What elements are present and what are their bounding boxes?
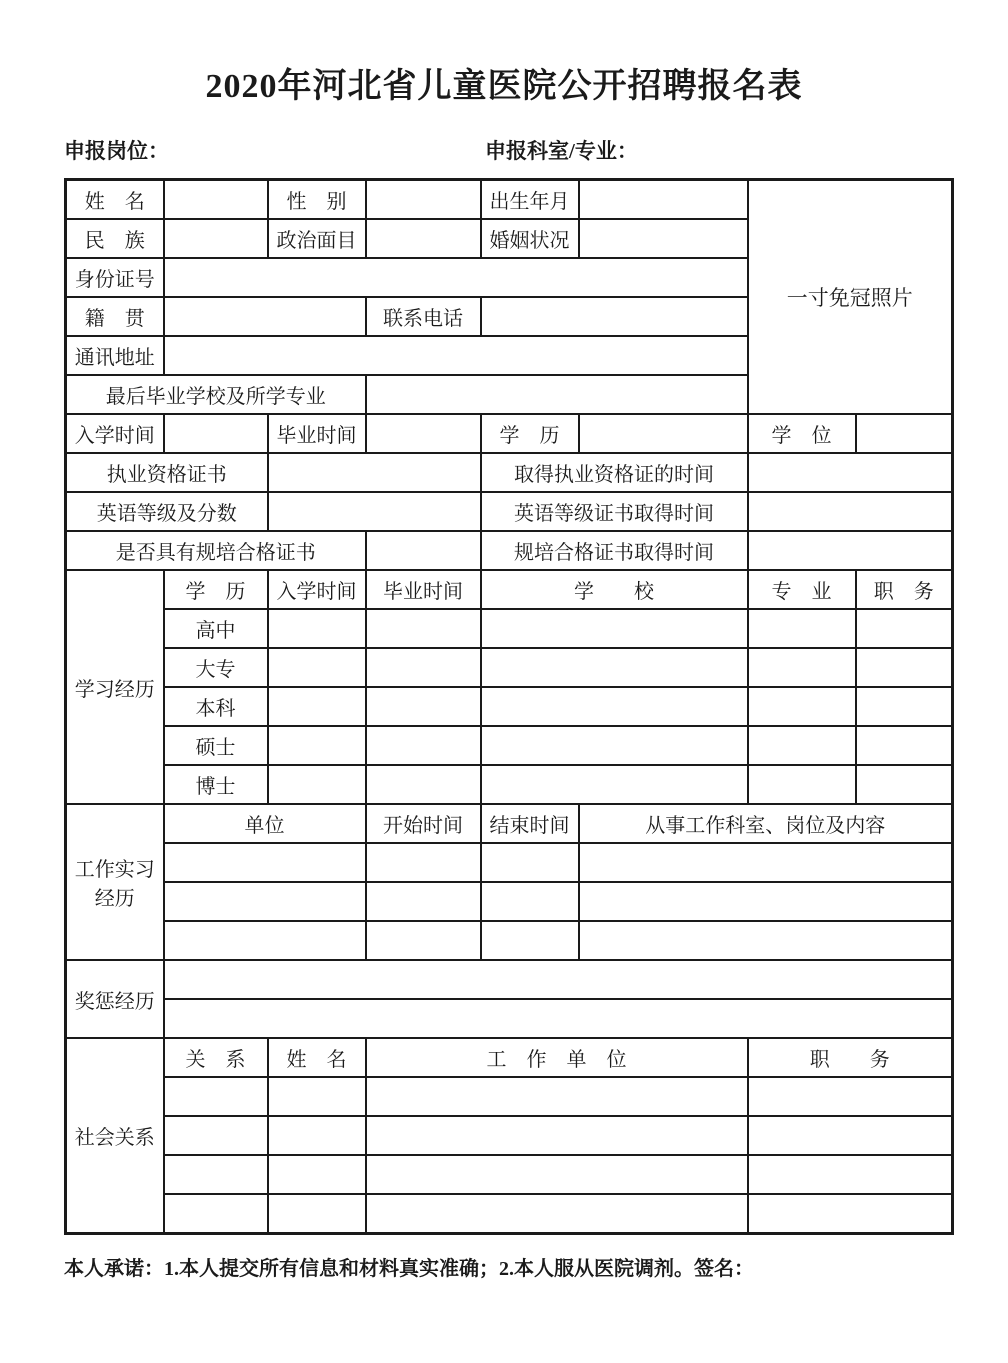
label-level-master: 硕士 bbox=[164, 726, 268, 765]
social-input-cell[interactable] bbox=[366, 1194, 748, 1234]
section-label-social-relations: 社会关系 bbox=[66, 1038, 164, 1234]
social-input-cell[interactable] bbox=[748, 1116, 953, 1155]
label-mailing-address: 通讯地址 bbox=[66, 336, 164, 375]
social-input-cell[interactable] bbox=[268, 1194, 366, 1234]
section-label-rewards: 奖惩经历 bbox=[66, 960, 164, 1038]
edu-input-cell[interactable] bbox=[268, 609, 366, 648]
edu-header-school: 学 校 bbox=[481, 570, 748, 609]
education-row-doctor bbox=[66, 765, 953, 804]
marital-status-input-cell[interactable] bbox=[579, 219, 748, 258]
work-input-cell[interactable] bbox=[164, 921, 366, 960]
edu-input-cell[interactable] bbox=[748, 609, 856, 648]
english-cert-time-input-cell[interactable] bbox=[748, 492, 953, 531]
work-input-cell[interactable] bbox=[579, 882, 953, 921]
edu-header-position: 职 务 bbox=[856, 570, 953, 609]
label-english-level-score: 英语等级及分数 bbox=[66, 492, 268, 531]
row-practice-cert bbox=[66, 453, 953, 492]
label-level-highschool: 高中 bbox=[164, 609, 268, 648]
label-last-school-major: 最后毕业学校及所学专业 bbox=[66, 375, 366, 414]
social-input-cell[interactable] bbox=[748, 1155, 953, 1194]
header-fields bbox=[64, 135, 1008, 165]
edu-input-cell[interactable] bbox=[856, 765, 953, 804]
social-row bbox=[66, 1194, 953, 1234]
id-number-input-cell[interactable] bbox=[164, 258, 748, 297]
work-input-cell[interactable] bbox=[481, 843, 579, 882]
section-label-work-history bbox=[66, 804, 164, 960]
edu-input-cell[interactable] bbox=[268, 648, 366, 687]
edu-input-cell[interactable] bbox=[481, 765, 748, 804]
edu-header-level: 学 历 bbox=[164, 570, 268, 609]
label-birth-date: 出生年月 bbox=[481, 180, 579, 220]
work-history-label-line1: 工作实习 bbox=[74, 859, 155, 881]
edu-input-cell[interactable] bbox=[481, 687, 748, 726]
label-political-status: 政治面目 bbox=[268, 219, 366, 258]
work-input-cell[interactable] bbox=[366, 843, 481, 882]
photo-placeholder: 一寸免冠照片 bbox=[748, 180, 953, 415]
edu-input-cell[interactable] bbox=[366, 609, 481, 648]
work-row bbox=[66, 843, 953, 882]
field-position-label: 申报岗位： bbox=[64, 139, 169, 163]
social-row bbox=[66, 1155, 953, 1194]
rewards-input-cell[interactable] bbox=[164, 960, 953, 999]
row-name-gender-birth bbox=[66, 180, 953, 220]
edu-header-graduate-time: 毕业时间 bbox=[366, 570, 481, 609]
edu-input-cell[interactable] bbox=[856, 687, 953, 726]
label-enroll-time: 入学时间 bbox=[66, 414, 164, 453]
education-row-highschool bbox=[66, 609, 953, 648]
label-name: 姓 名 bbox=[66, 180, 164, 220]
edu-input-cell[interactable] bbox=[856, 726, 953, 765]
social-header-work-unit: 工 作 单 位 bbox=[366, 1038, 748, 1077]
social-input-cell[interactable] bbox=[366, 1155, 748, 1194]
work-history-header-row bbox=[66, 804, 953, 843]
phone-input-cell[interactable] bbox=[481, 297, 748, 336]
edu-input-cell[interactable] bbox=[481, 609, 748, 648]
edu-input-cell[interactable] bbox=[481, 726, 748, 765]
edu-input-cell[interactable] bbox=[856, 648, 953, 687]
label-degree: 学 位 bbox=[748, 414, 856, 453]
label-level-bachelor: 本科 bbox=[164, 687, 268, 726]
row-training-cert bbox=[66, 531, 953, 570]
work-input-cell[interactable] bbox=[481, 882, 579, 921]
field-department-label: 申报科室/专业： bbox=[485, 139, 638, 163]
edu-input-cell[interactable] bbox=[268, 687, 366, 726]
edu-input-cell[interactable] bbox=[268, 765, 366, 804]
edu-input-cell[interactable] bbox=[748, 648, 856, 687]
education-history-header-row bbox=[66, 570, 953, 609]
social-input-cell[interactable] bbox=[164, 1155, 268, 1194]
label-phone: 联系电话 bbox=[366, 297, 481, 336]
social-input-cell[interactable] bbox=[366, 1077, 748, 1116]
native-place-input-cell[interactable] bbox=[164, 297, 366, 336]
work-history-label-line2: 经历 bbox=[94, 888, 135, 910]
work-row bbox=[66, 921, 953, 960]
practice-cert-input-cell[interactable] bbox=[268, 453, 481, 492]
practice-cert-time-input-cell[interactable] bbox=[748, 453, 953, 492]
last-school-major-input-cell[interactable] bbox=[366, 375, 748, 414]
row-english-level bbox=[66, 492, 953, 531]
label-level-doctor: 博士 bbox=[164, 765, 268, 804]
work-input-cell[interactable] bbox=[164, 843, 366, 882]
edu-header-major: 专 业 bbox=[748, 570, 856, 609]
work-input-cell[interactable] bbox=[579, 843, 953, 882]
social-input-cell[interactable] bbox=[164, 1194, 268, 1234]
page-title: 2020年河北省儿童医院公开招聘报名表 bbox=[205, 68, 803, 105]
label-english-cert-time: 英语等级证书取得时间 bbox=[481, 492, 748, 531]
social-input-cell[interactable] bbox=[748, 1194, 953, 1234]
work-input-cell[interactable] bbox=[164, 882, 366, 921]
edu-input-cell[interactable] bbox=[856, 609, 953, 648]
edu-input-cell[interactable] bbox=[481, 648, 748, 687]
label-level-college: 大专 bbox=[164, 648, 268, 687]
label-practice-cert: 执业资格证书 bbox=[66, 453, 268, 492]
edu-input-cell[interactable] bbox=[748, 687, 856, 726]
edu-input-cell[interactable] bbox=[748, 726, 856, 765]
edu-input-cell[interactable] bbox=[366, 687, 481, 726]
birth-date-input-cell[interactable] bbox=[579, 180, 748, 220]
degree-input-cell[interactable] bbox=[856, 414, 953, 453]
edu-input-cell[interactable] bbox=[366, 765, 481, 804]
education-row-master bbox=[66, 726, 953, 765]
edu-input-cell[interactable] bbox=[268, 726, 366, 765]
name-input-cell[interactable] bbox=[164, 180, 268, 220]
row-enroll-graduate-education-degree bbox=[66, 414, 953, 453]
work-input-cell[interactable] bbox=[481, 921, 579, 960]
edu-input-cell[interactable] bbox=[748, 765, 856, 804]
edu-input-cell[interactable] bbox=[366, 726, 481, 765]
gender-input-cell[interactable] bbox=[366, 180, 481, 220]
rewards-input-cell[interactable] bbox=[164, 999, 953, 1038]
social-input-cell[interactable] bbox=[164, 1116, 268, 1155]
label-training-cert-time: 规培合格证书取得时间 bbox=[481, 531, 748, 570]
education-row-bachelor bbox=[66, 687, 953, 726]
work-header-end-time: 结束时间 bbox=[481, 804, 579, 843]
social-input-cell[interactable] bbox=[268, 1077, 366, 1116]
social-row bbox=[66, 1077, 953, 1116]
label-native-place: 籍 贯 bbox=[66, 297, 164, 336]
education-row-college bbox=[66, 648, 953, 687]
enroll-time-input-cell[interactable] bbox=[164, 414, 268, 453]
political-status-input-cell[interactable] bbox=[366, 219, 481, 258]
label-marital-status: 婚姻状况 bbox=[481, 219, 579, 258]
form-table bbox=[64, 178, 954, 1235]
english-level-score-input-cell[interactable] bbox=[268, 492, 481, 531]
edu-header-enroll-time: 入学时间 bbox=[268, 570, 366, 609]
social-input-cell[interactable] bbox=[164, 1077, 268, 1116]
social-input-cell[interactable] bbox=[268, 1116, 366, 1155]
graduate-time-input-cell[interactable] bbox=[366, 414, 481, 453]
education-level-input-cell[interactable] bbox=[579, 414, 748, 453]
pledge-text: 本人承诺：1.本人提交所有信息和材料真实准确；2.本人服从医院调剂。签名： bbox=[64, 1258, 754, 1280]
rewards-row bbox=[66, 960, 953, 999]
label-training-cert: 是否具有规培合格证书 bbox=[66, 531, 366, 570]
work-input-cell[interactable] bbox=[366, 921, 481, 960]
work-input-cell[interactable] bbox=[579, 921, 953, 960]
rewards-row bbox=[66, 999, 953, 1038]
work-header-unit: 单位 bbox=[164, 804, 366, 843]
mailing-address-input-cell[interactable] bbox=[164, 336, 748, 375]
work-header-start-time: 开始时间 bbox=[366, 804, 481, 843]
label-education-level: 学 历 bbox=[481, 414, 579, 453]
social-input-cell[interactable] bbox=[748, 1077, 953, 1116]
social-header-relationship: 关 系 bbox=[164, 1038, 268, 1077]
social-relations-header-row bbox=[66, 1038, 953, 1077]
social-header-name: 姓 名 bbox=[268, 1038, 366, 1077]
label-practice-cert-time: 取得执业资格证的时间 bbox=[481, 453, 748, 492]
edu-input-cell[interactable] bbox=[366, 648, 481, 687]
ethnicity-input-cell[interactable] bbox=[164, 219, 268, 258]
training-cert-input-cell[interactable] bbox=[366, 531, 481, 570]
training-cert-time-input-cell[interactable] bbox=[748, 531, 953, 570]
label-ethnicity: 民 族 bbox=[66, 219, 164, 258]
work-header-content: 从事工作科室、岗位及内容 bbox=[579, 804, 953, 843]
work-row bbox=[66, 882, 953, 921]
social-input-cell[interactable] bbox=[366, 1116, 748, 1155]
label-gender: 性 别 bbox=[268, 180, 366, 220]
social-input-cell[interactable] bbox=[268, 1155, 366, 1194]
label-graduate-time: 毕业时间 bbox=[268, 414, 366, 453]
social-header-position: 职 务 bbox=[748, 1038, 953, 1077]
social-row bbox=[66, 1116, 953, 1155]
label-id-number: 身份证号 bbox=[66, 258, 164, 297]
work-input-cell[interactable] bbox=[366, 882, 481, 921]
section-label-education-history: 学习经历 bbox=[66, 570, 164, 804]
